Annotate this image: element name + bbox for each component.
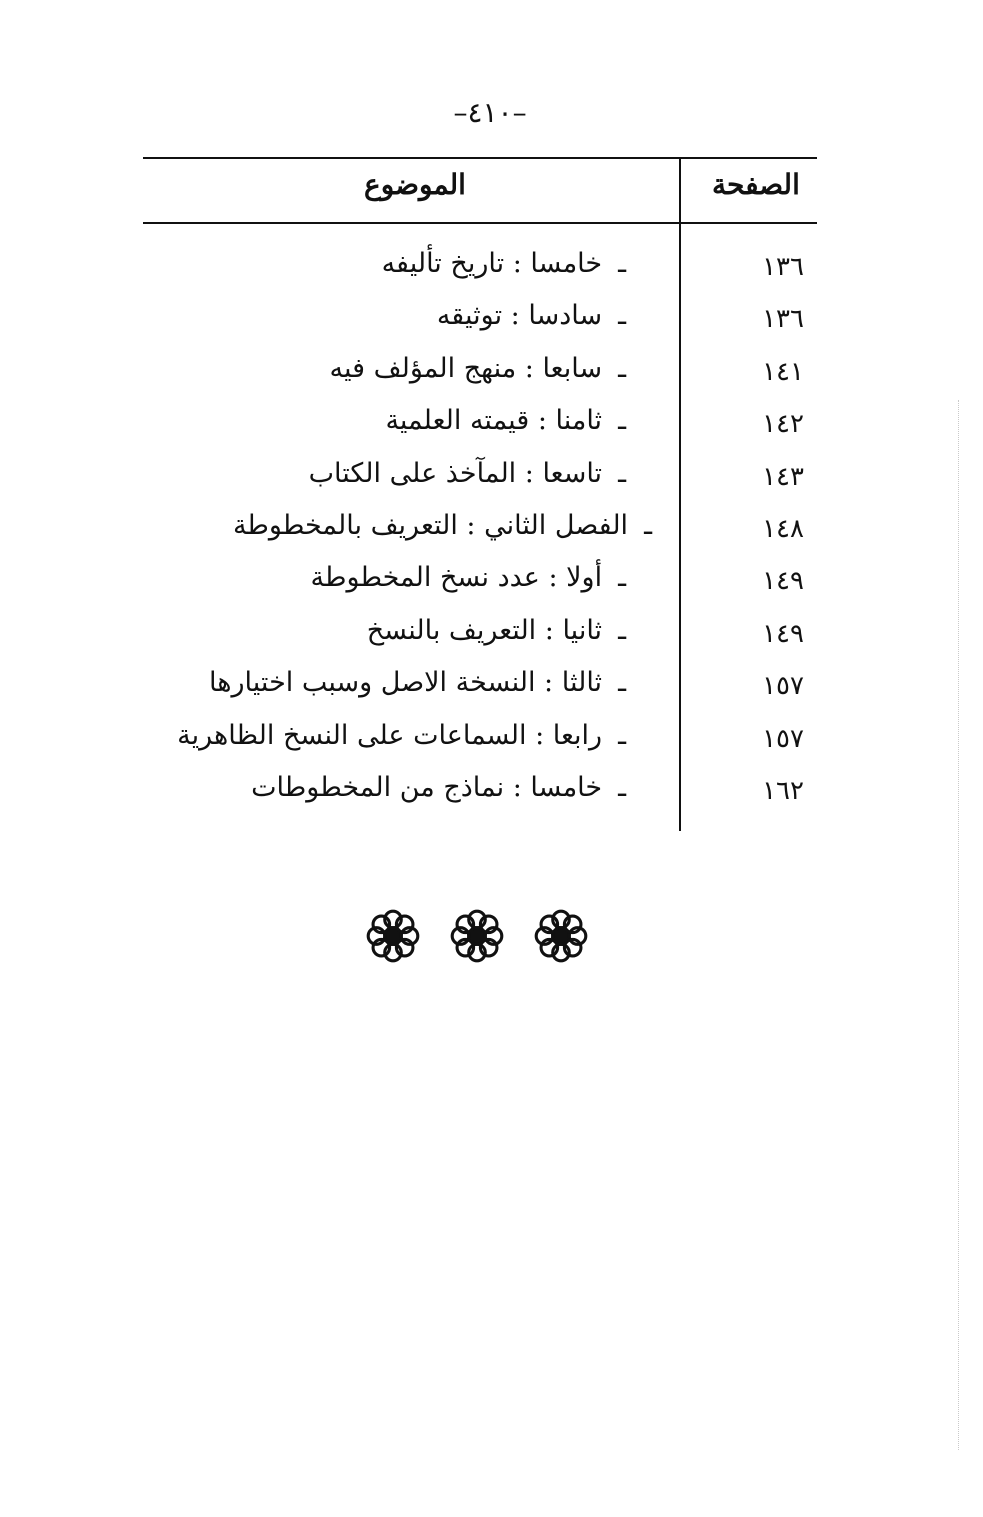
toc-entry-label: سابعا : منهج المؤلف فيه	[329, 352, 603, 384]
toc-bullet: ـ	[618, 771, 626, 803]
toc-bullet: ـ	[618, 562, 626, 594]
toc-entry-label: سادسا : توثيقه	[436, 300, 603, 332]
toc-row	[150, 401, 814, 453]
toc-page-number: ١٤٣	[762, 461, 804, 492]
flower-ornament-icon	[362, 905, 424, 967]
toc-row	[150, 768, 814, 820]
page-number: –٤١٠–	[453, 96, 527, 129]
toc-entry-text	[209, 667, 626, 698]
end-ornaments	[362, 905, 592, 975]
toc-bullet: ـ	[618, 300, 626, 332]
toc-entry-text	[251, 772, 626, 803]
toc-entry-text	[309, 458, 626, 489]
toc-row	[150, 663, 814, 715]
toc-entry-label: ثانيا : التعريف بالنسخ	[366, 614, 603, 646]
toc-row	[150, 349, 814, 401]
toc-entry-text	[382, 248, 626, 279]
toc-page-number: ١٣٦	[762, 304, 804, 335]
toc-entry-text	[330, 353, 626, 384]
toc-bullet: ـ	[618, 405, 626, 437]
toc-entry-text	[233, 510, 652, 541]
toc-entry-text	[385, 405, 626, 436]
toc-page-number: ١٣٦	[762, 252, 804, 282]
toc-page-number: ١٤١	[762, 356, 804, 387]
toc-page-number: ١٤٩	[762, 618, 804, 649]
toc-page-number: ١٥٧	[762, 671, 804, 702]
toc-bullet: ـ	[618, 719, 626, 751]
toc-bullet: ـ	[618, 614, 626, 646]
toc-page-number: ١٤٨	[762, 513, 804, 544]
toc-entry-label: أولا : عدد نسخ المخطوطة	[310, 562, 603, 594]
toc-list	[150, 244, 814, 820]
toc-entry-label: خامسا : تاريخ تأليفه	[381, 248, 603, 279]
scan-margin-marks	[958, 400, 965, 1450]
toc-entry-label: ثالثا : النسخة الاصل وسبب اختيارها	[209, 667, 603, 699]
toc-page-number: ١٥٧	[762, 723, 804, 754]
toc-entry-text	[437, 300, 626, 331]
toc-entry-label: الفصل الثاني : التعريف بالمخطوطة	[232, 509, 629, 541]
toc-row	[150, 558, 814, 610]
toc-bullet: ـ	[644, 509, 652, 541]
toc-entry-text	[367, 615, 626, 646]
toc-bullet: ـ	[618, 667, 626, 699]
toc-entry-label: رابعا : السماعات على النسخ الظاهرية	[177, 719, 603, 751]
toc-row	[150, 296, 814, 348]
toc-entry-label: خامسا : نماذج من المخطوطات	[251, 771, 603, 803]
flower-ornament-icon	[446, 905, 508, 967]
toc-bullet: ـ	[618, 352, 626, 384]
toc-row	[150, 244, 814, 296]
toc-row	[150, 611, 814, 663]
toc-bullet: ـ	[618, 457, 626, 489]
toc-page-number: ١٤٢	[762, 409, 804, 440]
toc-row	[150, 454, 814, 506]
table-header-rule	[143, 222, 817, 224]
toc-entry-label: ثامنا : قيمته العلمية	[385, 405, 603, 437]
page-column-header: الصفحة	[712, 168, 800, 201]
toc-entry-text	[311, 562, 626, 593]
table-top-rule	[143, 157, 817, 159]
toc-page-number: ١٤٩	[762, 566, 804, 597]
flower-ornament-icon	[530, 905, 592, 967]
toc-entry-label: تاسعا : المآخذ على الكتاب	[308, 457, 603, 489]
toc-bullet: ـ	[618, 248, 626, 279]
topic-column-header: الموضوع	[364, 168, 466, 201]
toc-entry-text	[177, 720, 626, 751]
toc-page-number: ١٦٢	[762, 775, 804, 806]
toc-row	[150, 506, 814, 558]
toc-row	[150, 716, 814, 768]
